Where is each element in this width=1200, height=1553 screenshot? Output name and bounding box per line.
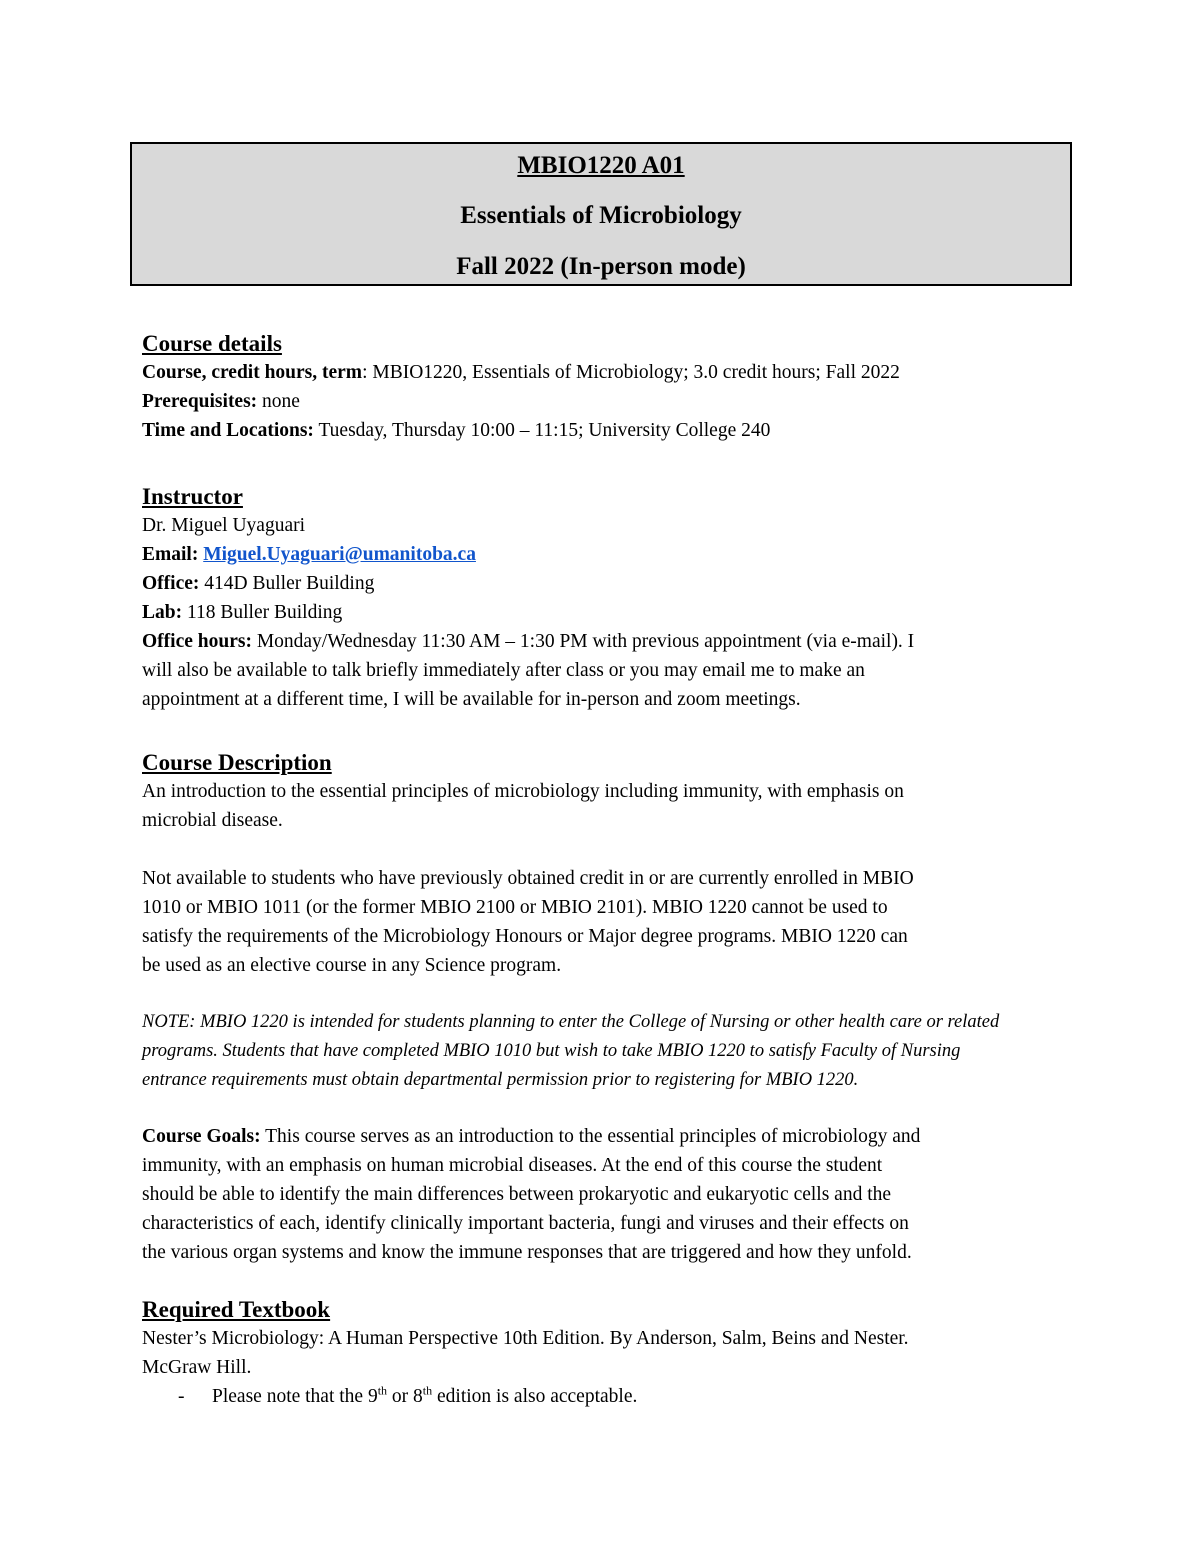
course-credit-row [142,358,1062,387]
lab-label: Lab: [142,602,183,623]
course-code-title: MBIO1220 A01 [517,152,685,179]
title-box [130,142,1072,286]
bullet-text-a: Please note that the 9 [212,1386,378,1407]
edition-bullet [142,1382,1062,1411]
availability-line-2: 1010 or MBIO 1011 (or the former MBIO 2100 or MBIO 2101). MBIO 1220 cannot be used to [142,897,888,918]
office-hours-text: Monday/Wednesday 11:30 AM – 1:30 PM with previous appointment (via e-mail). I [251,631,915,652]
availability-line-3: satisfy the requirements of the Microbiology Honours or Major degree programs. MBIO 1220 can [142,926,908,947]
goals-line-2: immunity, with an emphasis on human microbial diseases. At the end of this course the student [142,1155,883,1176]
row-value: none [257,391,300,412]
note-line-3: entrance requirements must obtain departmental permission prior to registering for MBIO 1220. [142,1070,859,1090]
office-row [142,569,1062,598]
office-value: 414D Buller Building [199,573,375,594]
goals-line-3: should be able to identify the main differences between prokaryotic and eukaryotic cells and the [142,1184,892,1205]
course-details-heading: Course details [142,331,282,356]
bullet-text-c: edition is also acceptable. [432,1386,638,1407]
row-label: Prerequisites: [142,391,258,412]
row-value: : MBIO1220, Essentials of Microbiology; 3.0 credit hours; Fall 2022 [362,362,900,383]
instructor-section [142,482,1062,714]
office-label: Office: [142,573,200,594]
textbook-line-2: McGraw Hill. [142,1357,252,1378]
instructor-name: Dr. Miguel Uyaguari [142,515,306,536]
email-link[interactable]: Miguel.Uyaguari@umanitoba.ca [203,544,476,565]
availability-line-1: Not available to students who have previously obtained credit in or are currently enrolled in MBIO [142,868,914,889]
instructor-heading: Instructor [142,484,243,509]
bullet-sup-2: th [422,1383,433,1398]
row-label: Time and Locations: [142,420,314,441]
office-hours-line-3: appointment at a different time, I will be available for in-person and zoom meetings. [142,689,801,710]
bullet-dash: - [178,1386,185,1407]
office-hours-row [142,627,1062,656]
course-description-heading: Course Description [142,750,332,775]
email-label: Email: [142,544,204,565]
availability-paragraph [142,864,1062,980]
lab-row [142,598,1062,627]
goals-line-1 [142,1122,1062,1151]
bullet-sup-1: th [377,1383,388,1398]
time-location-row [142,416,1062,445]
lab-value: 118 Buller Building [182,602,343,623]
office-hours-label: Office hours: [142,631,252,652]
term-title: Fall 2022 (In-person mode) [456,253,746,280]
description-p1-line-1: An introduction to the essential principles of microbiology including immunity, with emphasis on [142,781,904,802]
email-row [142,540,1062,569]
goals-line-5: the various organ systems and know the immune responses that are triggered and how they unfold. [142,1242,912,1263]
row-label: Course, credit hours, term [142,362,363,383]
note-line-2: programs. Students that have completed MBIO 1010 but wish to take MBIO 1220 to satisfy Faculty of Nursing [142,1041,961,1061]
course-description-section [142,748,1062,835]
goals-text: This course serves as an introduction to the essential principles of microbiology and [260,1126,921,1147]
goals-line-4: characteristics of each, identify clinically important bacteria, fungi and viruses and their effects on [142,1213,909,1234]
textbook-section [142,1295,1062,1411]
description-p1-line-2: microbial disease. [142,810,283,831]
textbook-heading: Required Textbook [142,1297,331,1322]
bullet-text-b: or 8 [387,1386,423,1407]
office-hours-line-2: will also be available to talk briefly immediately after class or you may email me to make an [142,660,865,681]
textbook-line-1: Nester’s Microbiology: A Human Perspective 10th Edition. By Anderson, Salm, Beins and Nester. [142,1328,909,1349]
prerequisites-row [142,387,1062,416]
course-goals-paragraph [142,1122,1062,1267]
note-paragraph [142,1008,1062,1095]
goals-label: Course Goals: [142,1126,261,1147]
course-details-section [142,329,1062,445]
course-name-title: Essentials of Microbiology [460,202,742,229]
row-value: Tuesday, Thursday 10:00 – 11:15; University College 240 [313,420,771,441]
availability-line-4: be used as an elective course in any Science program. [142,955,562,976]
note-line-1: NOTE: MBIO 1220 is intended for students planning to enter the College of Nursing or other health care or related [142,1012,1000,1032]
